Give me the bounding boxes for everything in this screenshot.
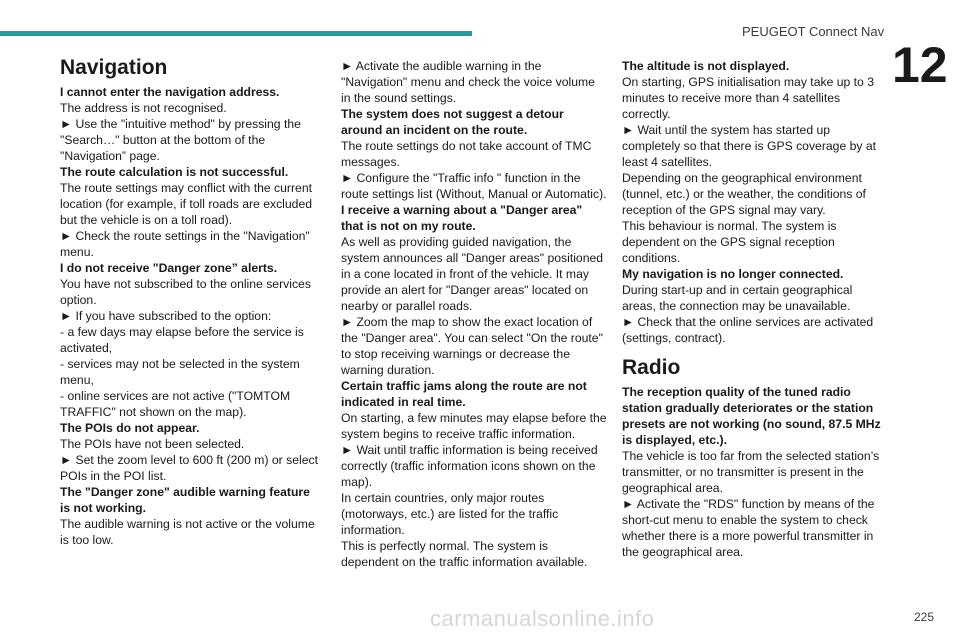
body-paragraph: ► Use the "intuitive method" by pressing the "Search…" button at the bottom of the "Navigation” page. bbox=[60, 117, 301, 163]
body-paragraph: ► Zoom the map to show the exact location of the "Danger area". You can select "On the route" to stop receiving warnings or decrease the warning duration. bbox=[341, 315, 603, 377]
header-title: PEUGEOT Connect Nav bbox=[742, 24, 885, 39]
question-heading: I do not receive "Danger zone” alerts. bbox=[60, 261, 278, 275]
column-1-body bbox=[60, 84, 322, 548]
body-paragraph: During start-up and in certain geographical areas, the connection may be unavailable. bbox=[622, 283, 853, 313]
column-3-body bbox=[622, 58, 884, 346]
body-paragraph: This is perfectly normal. The system is dependent on the traffic information available. bbox=[341, 539, 588, 569]
column-2 bbox=[341, 58, 607, 570]
question-heading: The system does not suggest a detour around an incident on the route. bbox=[341, 107, 564, 137]
radio-body bbox=[622, 384, 884, 560]
body-paragraph: ► Check the route settings in the "Navigation" menu. bbox=[60, 229, 310, 259]
body-paragraph: ► Wait until traffic information is being received correctly (traffic information icons shown on the map). bbox=[341, 443, 598, 489]
body-paragraph: The route settings may conflict with the current location (for example, if toll roads are excluded but the vehicle is on a toll road). bbox=[60, 181, 313, 227]
header-accent-bar bbox=[0, 31, 472, 36]
body-paragraph: ► Check that the online services are activated (settings, contract). bbox=[622, 315, 874, 345]
body-paragraph: On starting, a few minutes may elapse before the system begins to receive traffic information. bbox=[341, 411, 607, 441]
body-paragraph: - a few days may elapse before the service is activated, bbox=[60, 325, 304, 355]
question-heading: The altitude is not displayed. bbox=[622, 59, 790, 73]
body-paragraph: On starting, GPS initialisation may take up to 3 minutes to receive more than 4 satellites correctly. bbox=[622, 75, 874, 121]
question-heading: The reception quality of the tuned radio station gradually deteriorates or the station presets are not working (no sound, 87.5 MHz is displayed, etc.). bbox=[622, 385, 881, 447]
section-heading-radio: Radio bbox=[622, 356, 681, 379]
body-paragraph: ► Wait until the system has started up completely so that there is GPS coverage by at least 4 satellites. bbox=[622, 123, 877, 169]
body-paragraph: ► Activate the "RDS" function by means of the short-cut menu to enable the system to check whether there is a more powerful transmitter in the geographical area. bbox=[622, 497, 875, 559]
body-paragraph: In certain countries, only major routes (motorways, etc.) are listed for the traffic information. bbox=[341, 491, 559, 537]
body-paragraph: - services may not be selected in the system menu, bbox=[60, 357, 300, 387]
body-paragraph: Depending on the geographical environment (tunnel, etc.) or the weather, the conditions of reception of the GPS signal may vary. bbox=[622, 171, 866, 217]
watermark: carmanualsonline.info bbox=[430, 606, 655, 631]
body-paragraph: ► Activate the audible warning in the "Navigation" menu and check the voice volume in the sound settings. bbox=[341, 59, 595, 105]
question-heading: I cannot enter the navigation address. bbox=[60, 85, 280, 99]
question-heading: I receive a warning about a "Danger area" that is not on my route. bbox=[341, 203, 583, 233]
question-heading: The "Danger zone" audible warning feature is not working. bbox=[60, 485, 310, 515]
column-2-body bbox=[341, 58, 607, 570]
column-3 bbox=[622, 58, 884, 560]
body-paragraph: ► Set the zoom level to 600 ft (200 m) or select POIs in the POI list. bbox=[60, 453, 318, 483]
question-heading: The route calculation is not successful. bbox=[60, 165, 289, 179]
chapter-number: 12 bbox=[892, 37, 948, 93]
body-paragraph: The vehicle is too far from the selected station’s transmitter, or no transmitter is present in the geographical area. bbox=[622, 449, 880, 495]
body-paragraph: The address is not recognised. bbox=[60, 101, 227, 115]
body-paragraph: ► If you have subscribed to the option: bbox=[60, 309, 272, 323]
question-heading: The POIs do not appear. bbox=[60, 421, 200, 435]
body-paragraph: ► Configure the "Traffic info " function in the route settings list (Without, Manual or Automatic). bbox=[341, 171, 607, 201]
section-heading-navigation: Navigation bbox=[60, 56, 168, 79]
column-1 bbox=[60, 54, 322, 548]
question-heading: Certain traffic jams along the route are not indicated in real time. bbox=[341, 379, 587, 409]
body-paragraph: You have not subscribed to the online services option. bbox=[60, 277, 311, 307]
body-paragraph: This behaviour is normal. The system is dependent on the GPS signal reception conditions. bbox=[622, 219, 837, 265]
body-paragraph: The audible warning is not active or the volume is too low. bbox=[60, 517, 315, 547]
body-paragraph: As well as providing guided navigation, the system announces all "Danger areas" positioned in a cone located in front of the vehicle. It may provide an alert for "Danger areas" located on nearby or parallel roads. bbox=[341, 235, 604, 313]
body-paragraph: The POIs have not been selected. bbox=[60, 437, 245, 451]
question-heading: My navigation is no longer connected. bbox=[622, 267, 844, 281]
body-paragraph: The route settings do not take account of TMC messages. bbox=[341, 139, 592, 169]
body-paragraph: - online services are not active ("TOMTOM TRAFFIC" not shown on the map). bbox=[60, 389, 291, 419]
page-number: 225 bbox=[913, 610, 934, 624]
